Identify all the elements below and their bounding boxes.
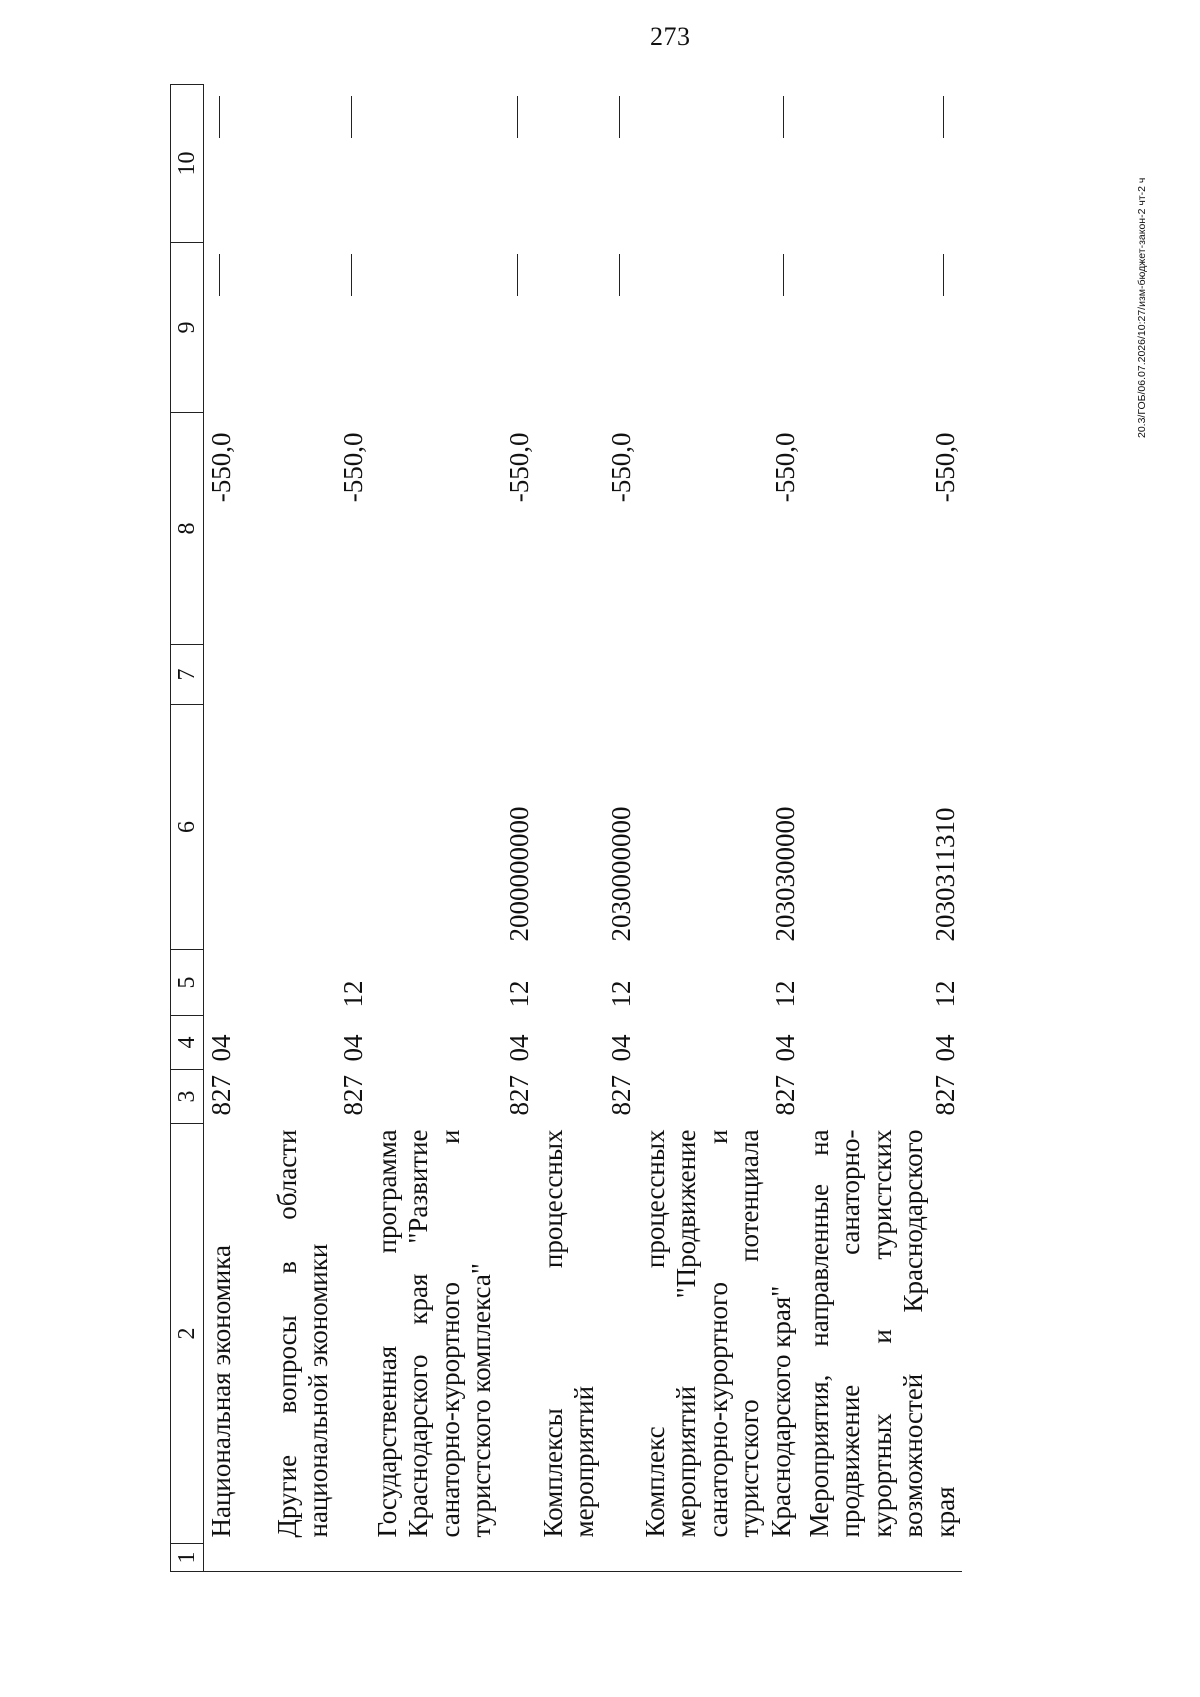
cell-expense-type — [204, 645, 270, 705]
header-col-8: 8 — [171, 413, 204, 645]
page-number: 273 — [650, 22, 691, 51]
table-row — [204, 85, 270, 1572]
header-row — [171, 85, 204, 1572]
dash-mark — [783, 97, 784, 139]
cell-index — [270, 1544, 370, 1572]
dash-mark — [619, 97, 620, 139]
table-row — [270, 85, 370, 1572]
cell-expense-type — [802, 645, 962, 705]
cell-section-code: 04 — [206, 1034, 236, 1062]
dash-mark — [219, 255, 220, 297]
cell-col-9 — [370, 243, 536, 413]
cell-index — [370, 1544, 536, 1572]
cell-col-9 — [270, 243, 370, 413]
budget-table — [170, 84, 962, 1572]
cell-col-9 — [536, 243, 638, 413]
cell-expense-type — [536, 645, 638, 705]
header-col-10: 10 — [171, 85, 204, 243]
cell-ministry-code: 827 — [605, 1075, 636, 1116]
cell-ministry-code: 827 — [206, 1075, 236, 1116]
cell-col-10 — [802, 85, 962, 243]
dash-mark — [619, 255, 620, 297]
cell-amount: -550,0 — [206, 432, 236, 503]
cell-target-code: 2030000000 — [605, 806, 636, 942]
cell-col-9 — [638, 243, 802, 413]
cell-amount: -550,0 — [605, 432, 636, 503]
dash-mark — [517, 255, 518, 297]
cell-subsection-code: 12 — [503, 980, 534, 1008]
table-row — [536, 85, 638, 1572]
header-col-4: 4 — [171, 1016, 204, 1070]
table-row — [638, 85, 802, 1572]
cell-target-code: 2030300000 — [769, 806, 800, 942]
cell-section-code: 04 — [769, 1034, 800, 1062]
budget-table-container — [170, 85, 1050, 1572]
dash-mark — [517, 97, 518, 139]
cell-ministry-code: 827 — [503, 1075, 534, 1116]
header-col-7: 7 — [171, 645, 204, 705]
cell-expense-type — [270, 645, 370, 705]
cell-col-9 — [802, 243, 962, 413]
cell-name: Комплексы процессных мероприятий — [537, 1129, 600, 1538]
cell-subsection-code — [204, 950, 270, 1016]
header-col-9: 9 — [171, 243, 204, 413]
document-stamp — [1136, 108, 1150, 438]
cell-index — [536, 1544, 638, 1572]
cell-index — [204, 1544, 270, 1572]
dash-mark — [351, 97, 352, 139]
cell-expense-type — [370, 645, 536, 705]
cell-subsection-code: 12 — [929, 980, 960, 1008]
cell-ministry-code: 827 — [337, 1075, 368, 1116]
cell-col-9 — [204, 243, 270, 413]
cell-index — [638, 1544, 802, 1572]
dash-mark — [783, 255, 784, 297]
dash-mark — [219, 97, 220, 139]
cell-section-code: 04 — [337, 1034, 368, 1062]
cell-amount: -550,0 — [337, 432, 368, 503]
cell-subsection-code: 12 — [605, 980, 636, 1008]
cell-col-10 — [270, 85, 370, 243]
cell-amount: -550,0 — [503, 432, 534, 503]
cell-name: Другие вопросы в области национальной экономики — [271, 1129, 334, 1538]
cell-section-code: 04 — [929, 1034, 960, 1062]
cell-target-code: 2030311310 — [929, 807, 960, 942]
cell-index — [802, 1544, 962, 1572]
table-row — [802, 85, 962, 1572]
cell-subsection-code: 12 — [769, 980, 800, 1008]
cell-col-10 — [536, 85, 638, 243]
table-header — [171, 85, 204, 1572]
table-row — [370, 85, 536, 1572]
dash-mark — [351, 255, 352, 297]
cell-target-code — [270, 705, 370, 950]
cell-subsection-code: 12 — [337, 980, 368, 1008]
header-col-6: 6 — [171, 705, 204, 950]
cell-col-10 — [204, 85, 270, 243]
cell-ministry-code: 827 — [769, 1075, 800, 1116]
dash-mark — [943, 255, 944, 297]
cell-target-code: 2000000000 — [503, 806, 534, 942]
header-col-3: 3 — [171, 1070, 204, 1124]
cell-name: Комплекс процессных мероприятий "Продвижение санаторно-курортного и туристского потенциала Краснодарского края" — [639, 1129, 796, 1538]
cell-section-code: 04 — [503, 1034, 534, 1062]
cell-col-10 — [370, 85, 536, 243]
header-col-5: 5 — [171, 950, 204, 1016]
cell-name: Мероприятия, направленные на продвижение санаторно-курортных и туристских возможностей Краснодарского края — [803, 1129, 960, 1538]
document-stamp-text: 20.3/ГОБ/06.07.2026/10:27/изм-бюджет-закон-2 чт-2 ч — [1136, 177, 1148, 438]
header-col-2: 2 — [171, 1124, 204, 1544]
cell-expense-type — [638, 645, 802, 705]
cell-section-code: 04 — [605, 1034, 636, 1062]
dash-mark — [943, 97, 944, 139]
cell-amount: -550,0 — [929, 432, 960, 503]
cell-name: Национальная экономика — [206, 1245, 236, 1538]
header-col-1: 1 — [171, 1544, 204, 1572]
cell-name: Государственная программа Краснодарского края "Развитие санаторно-курортного и туристского комплекса" — [371, 1129, 497, 1538]
cell-amount: -550,0 — [769, 432, 800, 503]
cell-target-code — [204, 705, 270, 950]
cell-ministry-code: 827 — [929, 1075, 960, 1116]
cell-col-10 — [638, 85, 802, 243]
table-body — [204, 85, 962, 1572]
